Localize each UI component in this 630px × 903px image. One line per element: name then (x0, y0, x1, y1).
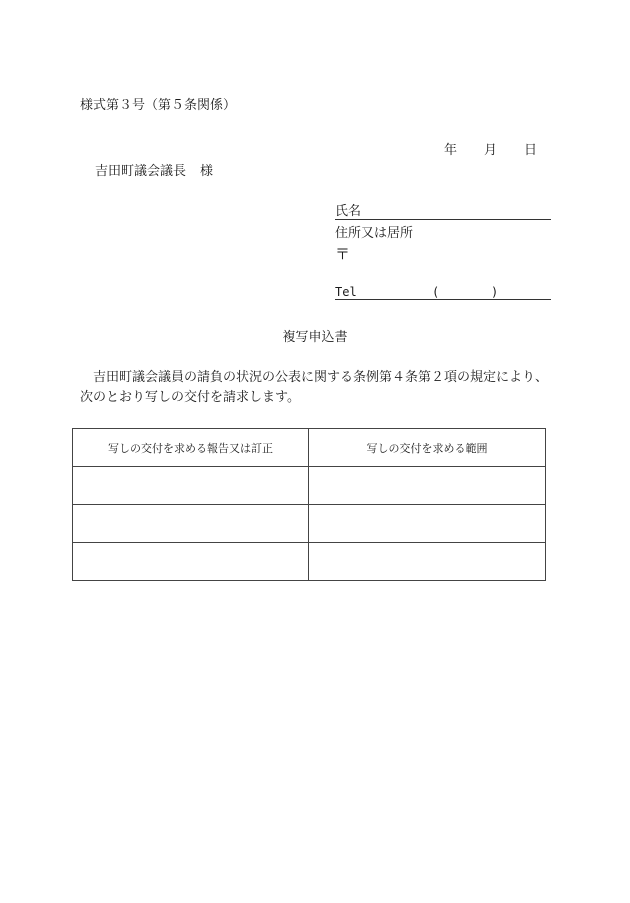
document-title: 複写申込書 (282, 330, 348, 345)
addressee (95, 160, 213, 179)
table-row (73, 543, 546, 581)
applicant-address-label: 住所又は居所 (335, 226, 414, 241)
header-requested-range: 写しの交付を求める範囲 (309, 429, 546, 467)
table-row (73, 467, 546, 505)
request-table (72, 428, 546, 581)
table-cell-range[interactable] (309, 505, 546, 543)
tel-paren-open: ( (432, 285, 440, 299)
tel-label: Tel (335, 285, 357, 299)
applicant-block (335, 200, 551, 262)
table-cell-range[interactable] (309, 543, 546, 581)
addressee-name: 吉田町議会議長 (95, 164, 187, 179)
applicant-name-field[interactable] (335, 200, 551, 220)
table-cell-report[interactable] (73, 543, 309, 581)
request-body (80, 368, 570, 408)
table-cell-report[interactable] (73, 505, 309, 543)
date-line (444, 139, 537, 158)
body-line-1: 吉田町議会議員の請負の状況の公表に関する条例第４条第２項の規定により、 (93, 370, 549, 385)
tel-paren-close: ) (491, 285, 499, 299)
applicant-address-field[interactable] (335, 222, 551, 241)
date-year-label: 年 (444, 143, 458, 158)
date-month-label: 月 (484, 143, 498, 158)
table-cell-range[interactable] (309, 467, 546, 505)
applicant-name-label: 氏名 (335, 204, 362, 219)
form-number: 様式第３号（第５条関係） (80, 98, 237, 113)
table-row (73, 505, 546, 543)
applicant-postal-field[interactable] (335, 243, 551, 262)
applicant-tel-field[interactable] (335, 285, 551, 300)
body-line-2: 次のとおり写しの交付を請求します。 (80, 390, 300, 405)
table-cell-report[interactable] (73, 467, 309, 505)
postal-mark-icon: 〒 (335, 245, 351, 263)
table-header-row (73, 429, 546, 467)
header-report-or-correction: 写しの交付を求める報告又は訂正 (73, 429, 309, 467)
addressee-honorific: 様 (200, 164, 214, 179)
date-day-label: 日 (524, 143, 538, 158)
